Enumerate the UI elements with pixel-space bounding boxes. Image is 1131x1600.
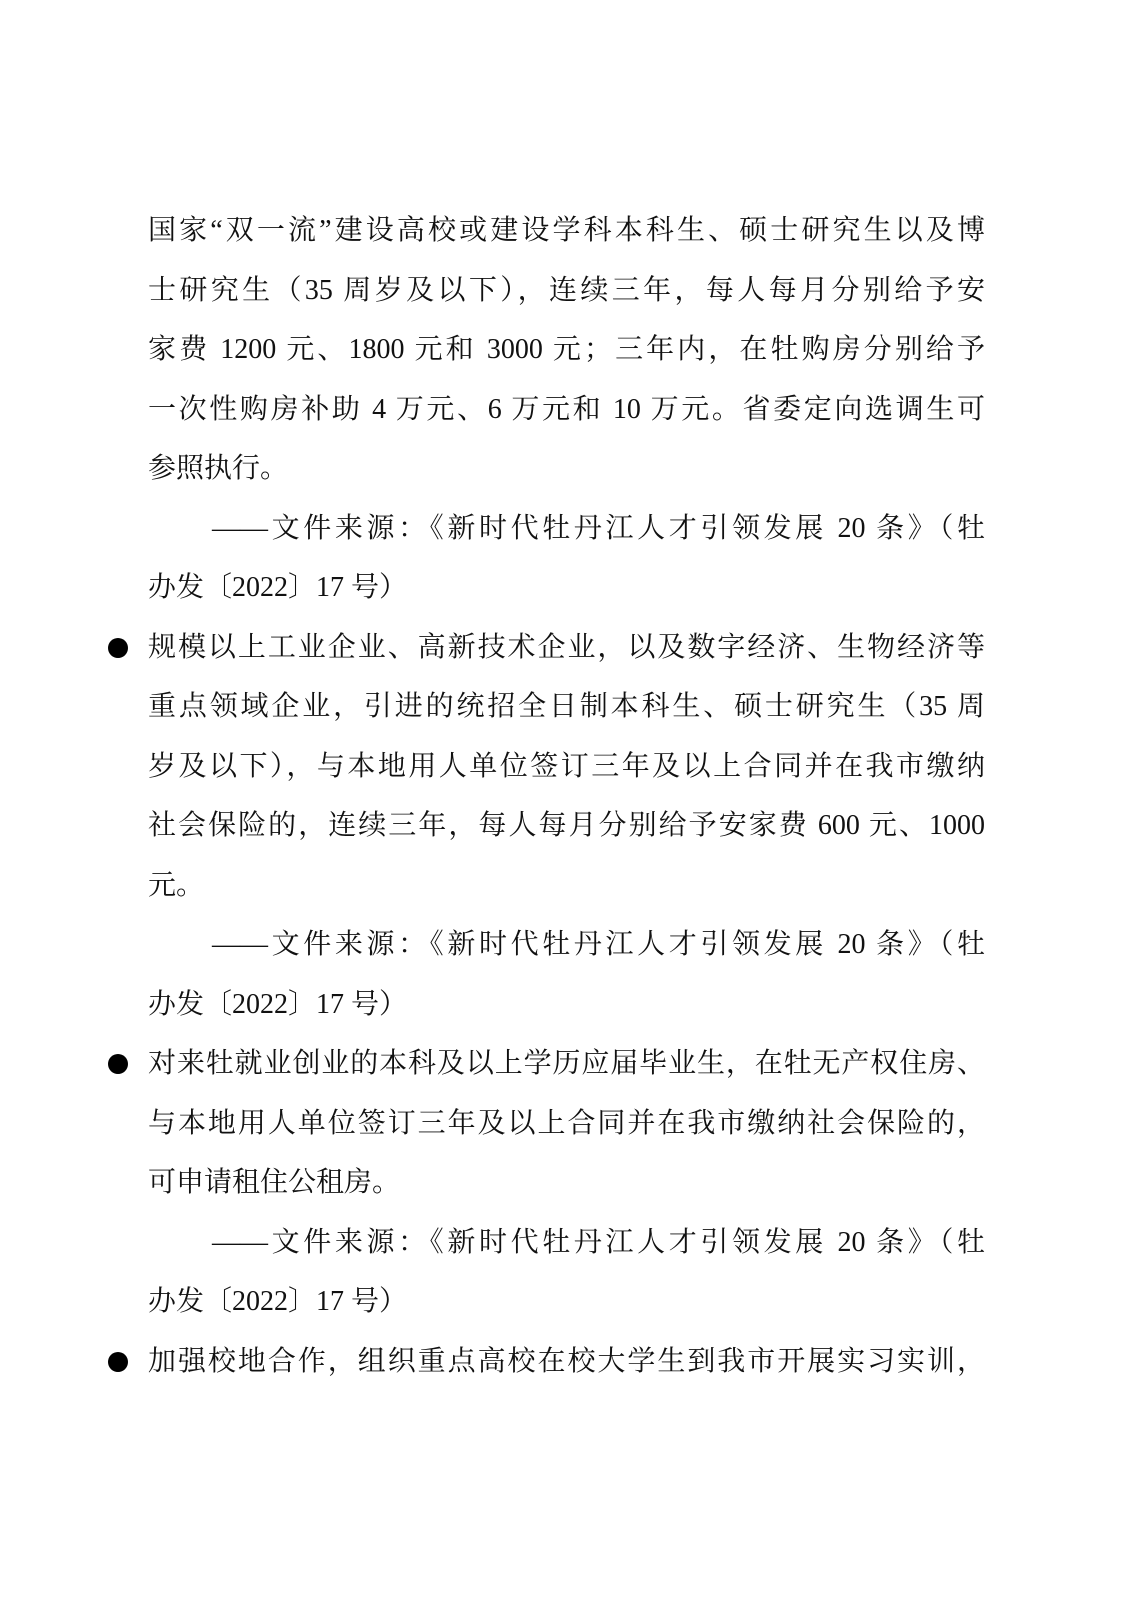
text-line: 元。 — [148, 869, 205, 901]
text-line: 对来牡就业创业的本科及以上学历应届毕业生，在牡无产权住房、 — [148, 1048, 985, 1079]
text-line: 士研究生（35 周岁及以下），连续三年，每人每月分别给予安 — [148, 274, 985, 306]
citation-line: ——文件来源：《新时代牡丹江人才引领发展 20 条》（牡 — [212, 929, 985, 960]
paragraph — [148, 201, 985, 499]
citation-line: 办发〔2022〕17 号） — [148, 988, 408, 1020]
bullet-icon — [108, 638, 128, 658]
bullet-item — [148, 618, 985, 916]
bullet-icon — [108, 1054, 128, 1074]
bullet-item — [148, 1332, 985, 1392]
text-line: 社会保险的，连续三年，每人每月分别给予安家费 600 元、1000 — [148, 810, 985, 841]
text-line: 可申请租住公租房。 — [148, 1167, 401, 1198]
citation-line: 办发〔2022〕17 号） — [148, 1286, 408, 1317]
citation-line: 办发〔2022〕17 号） — [148, 572, 408, 603]
text-line: 一次性购房补助 4 万元、6 万元和 10 万元。省委定向选调生可 — [148, 393, 985, 425]
text-line: 重点领域企业，引进的统招全日制本科生、硕士研究生（35 周 — [148, 691, 985, 722]
text-line: 家费 1200 元、1800 元和 3000 元；三年内，在牡购房分别给予 — [148, 334, 985, 365]
citation-line: ——文件来源：《新时代牡丹江人才引领发展 20 条》（牡 — [212, 1226, 985, 1258]
text-line: 与本地用人单位签订三年及以上合同并在我市缴纳社会保险的， — [148, 1107, 985, 1139]
citation-line: ——文件来源：《新时代牡丹江人才引领发展 20 条》（牡 — [212, 512, 985, 544]
text-line: 参照执行。 — [148, 453, 289, 484]
source-citation — [148, 1213, 985, 1332]
source-citation — [148, 915, 985, 1034]
text-line: 规模以上工业企业、高新技术企业，以及数字经济、生物经济等 — [148, 631, 985, 663]
text-line: 岁及以下），与本地用人单位签订三年及以上合同并在我市缴纳 — [148, 750, 985, 782]
document-body — [148, 201, 985, 1391]
text-line: 加强校地合作，组织重点高校在校大学生到我市开展实习实训， — [148, 1345, 985, 1377]
bullet-item — [148, 1034, 985, 1213]
bullet-icon — [108, 1352, 128, 1372]
text-line: 国家“双一流”建设高校或建设学科本科生、硕士研究生以及博 — [148, 215, 985, 246]
source-citation — [148, 499, 985, 618]
